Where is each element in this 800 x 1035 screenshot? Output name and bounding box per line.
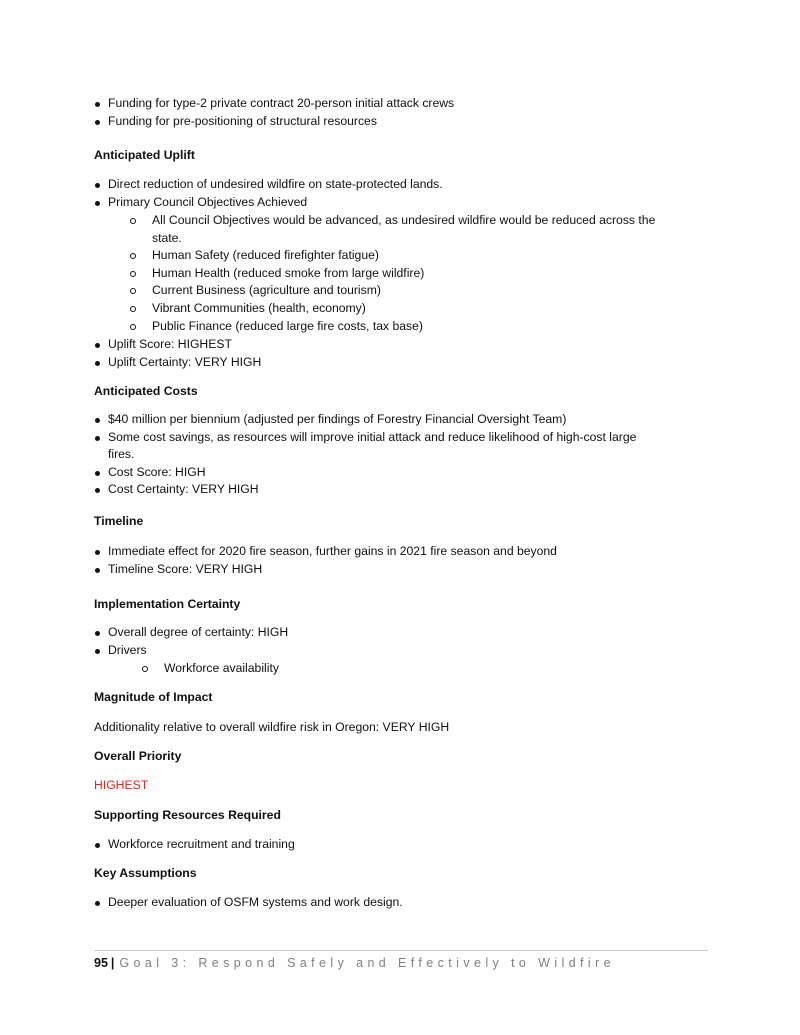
implementation-sublist	[140, 660, 279, 678]
sub-item-continuation: state.	[152, 230, 182, 245]
magnitude-text: Additionality relative to overall wildfire risk in Oregon: VERY HIGH	[94, 720, 450, 734]
uplift-bullets-top	[94, 176, 443, 211]
resources-bullets	[94, 836, 295, 854]
list-item: Funding for type-2 private contract 20-person initial attack crews	[94, 95, 454, 113]
section-heading-resources: Supporting Resources Required	[94, 808, 281, 822]
list-item: Deeper evaluation of OSFM systems and work design.	[94, 894, 403, 912]
section-heading-magnitude: Magnitude of Impact	[94, 690, 213, 704]
assumptions-bullets	[94, 894, 403, 912]
intro-bullet-list	[94, 95, 454, 130]
list-item: Direct reduction of undesired wildfire on state-protected lands.	[94, 176, 443, 194]
list-item: Human Safety (reduced firefighter fatigue)	[128, 247, 655, 265]
cost-item-text: Some cost savings, as resources will improve initial attack and reduce likelihood of high-cost large	[108, 429, 637, 444]
list-item: $40 million per biennium (adjusted per findings of Forestry Financial Oversight Team)	[94, 411, 636, 429]
section-heading-timeline: Timeline	[94, 514, 144, 528]
page-number: 95	[94, 956, 108, 970]
list-item: Current Business (agriculture and tourism)	[128, 282, 655, 300]
section-heading-assumptions: Key Assumptions	[94, 866, 197, 880]
footer-title: Goal 3: Respond Safely and Effectively to Wildfire	[119, 956, 616, 970]
list-item	[94, 429, 636, 464]
section-heading-priority: Overall Priority	[94, 749, 182, 763]
priority-value: HIGHEST	[94, 778, 149, 792]
footer-divider	[94, 950, 708, 951]
section-heading-implementation: Implementation Certainty	[94, 597, 241, 611]
uplift-sublist	[128, 212, 655, 335]
timeline-bullets	[94, 543, 557, 578]
cost-item-continuation: fires.	[108, 447, 135, 462]
list-item: Immediate effect for 2020 fire season, further gains in 2021 fire season and beyond	[94, 543, 557, 561]
list-item: Drivers	[94, 642, 288, 660]
list-item: Human Health (reduced smoke from large wildfire)	[128, 265, 655, 283]
list-item: Primary Council Objectives Achieved	[94, 194, 443, 212]
list-item: Funding for pre-positioning of structural resources	[94, 113, 454, 131]
list-item: Vibrant Communities (health, economy)	[128, 300, 655, 318]
sub-item-text: All Council Objectives would be advanced, as undesired wildfire would be reduced across the	[152, 213, 656, 227]
list-item: Uplift Certainty: VERY HIGH	[94, 354, 261, 372]
section-heading-costs: Anticipated Costs	[94, 384, 198, 398]
list-item: Cost Certainty: VERY HIGH	[94, 481, 636, 499]
costs-bullets	[94, 411, 636, 499]
list-item: Public Finance (reduced large fire costs, tax base)	[128, 318, 655, 336]
list-item: Workforce recruitment and training	[94, 836, 295, 854]
footer-separator: |	[110, 956, 115, 970]
section-heading-uplift: Anticipated Uplift	[94, 148, 195, 162]
list-item: Workforce availability	[140, 660, 279, 678]
list-item: Cost Score: HIGH	[94, 464, 636, 482]
implementation-bullets	[94, 624, 288, 659]
page-footer	[94, 955, 615, 971]
list-item	[128, 212, 655, 247]
uplift-score-bullets	[94, 336, 261, 371]
list-item: Timeline Score: VERY HIGH	[94, 561, 557, 579]
list-item: Uplift Score: HIGHEST	[94, 336, 261, 354]
list-item: Overall degree of certainty: HIGH	[94, 624, 288, 642]
